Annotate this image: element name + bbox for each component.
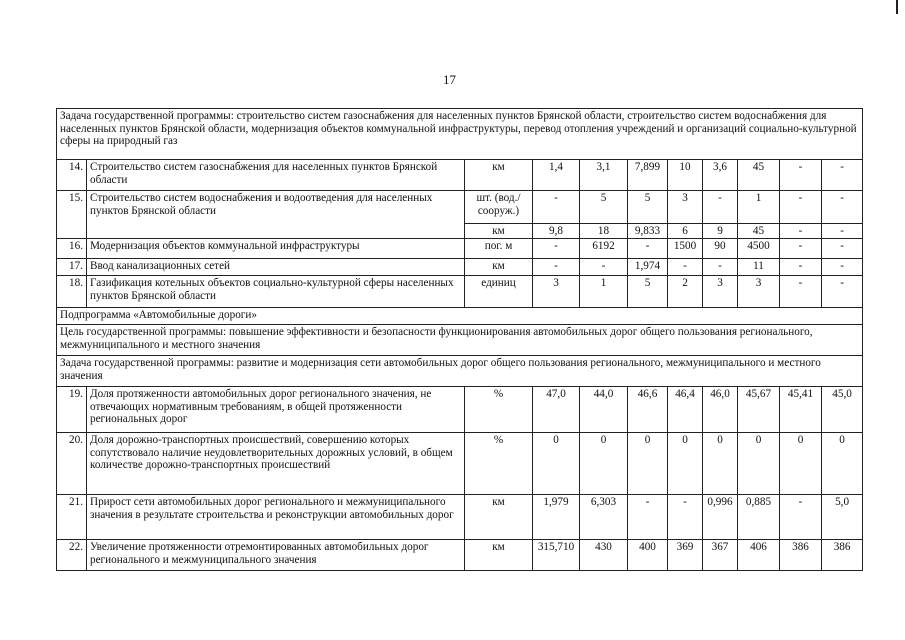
unit-cell: км xyxy=(465,160,533,191)
unit-cell: км xyxy=(465,224,533,239)
value-cell: 5 xyxy=(580,191,628,224)
value-cell: 45 xyxy=(738,224,780,239)
table-row xyxy=(57,160,863,191)
value-cell: - xyxy=(628,495,668,540)
value-cell: - xyxy=(780,276,822,308)
indicator-name: Газификация котельных объектов социально-культурной сферы населенных пунктов Брянской области xyxy=(87,276,465,308)
value-cell: - xyxy=(533,191,580,224)
value-cell: 6192 xyxy=(580,239,628,259)
value-cell: 3 xyxy=(703,276,738,308)
value-cell: 3 xyxy=(738,276,780,308)
unit-cell: км xyxy=(465,495,533,540)
section-row xyxy=(57,356,863,387)
value-cell: 315,710 xyxy=(533,540,580,571)
task-gas-text: Задача государственной программы: строительство систем газоснабжения для населенных пунктов Брянской области, строительство систем водоснабжения для населенных пунктов Брянской области, модернизация объектов коммунальной инфраструктуры, перевод отопления учреждений и организаций социально-культурной сферы на природный газ xyxy=(57,109,863,160)
value-cell: - xyxy=(780,495,822,540)
value-cell: 46,4 xyxy=(668,387,703,433)
value-cell: - xyxy=(822,224,863,239)
value-cell: 1 xyxy=(738,191,780,224)
table-row xyxy=(57,191,863,224)
value-cell: 90 xyxy=(703,239,738,259)
value-cell: 0,996 xyxy=(703,495,738,540)
table-row xyxy=(57,387,863,433)
value-cell: - xyxy=(628,239,668,259)
value-cell: 9 xyxy=(703,224,738,239)
row-number: 21. xyxy=(57,495,87,540)
value-cell: - xyxy=(703,191,738,224)
row-number: 19. xyxy=(57,387,87,433)
table-row xyxy=(57,239,863,259)
unit-cell: единиц xyxy=(465,276,533,308)
value-cell: 3,6 xyxy=(703,160,738,191)
value-cell: 10 xyxy=(668,160,703,191)
value-cell: 369 xyxy=(668,540,703,571)
value-cell: 0 xyxy=(628,433,668,495)
table-row xyxy=(57,259,863,276)
section-row xyxy=(57,109,863,160)
value-cell: 0 xyxy=(780,433,822,495)
value-cell: 5 xyxy=(628,191,668,224)
value-cell: - xyxy=(533,239,580,259)
value-cell: 2 xyxy=(668,276,703,308)
value-cell: 45,0 xyxy=(822,387,863,433)
value-cell: 0 xyxy=(533,433,580,495)
indicator-name: Прирост сети автомобильных дорог регионального и межмуниципального значения в результате строительства и реконструкции автомобильных дорог xyxy=(87,495,465,540)
value-cell: 46,0 xyxy=(703,387,738,433)
value-cell: 0 xyxy=(580,433,628,495)
indicator-name: Строительство систем газоснабжения для населенных пунктов Брянской области xyxy=(87,160,465,191)
table-row xyxy=(57,276,863,308)
value-cell: 45 xyxy=(738,160,780,191)
value-cell: 1,4 xyxy=(533,160,580,191)
value-cell: 5 xyxy=(628,276,668,308)
row-number: 15. xyxy=(57,191,87,239)
unit-cell: км xyxy=(465,540,533,571)
value-cell: 0 xyxy=(668,433,703,495)
value-cell: 0 xyxy=(738,433,780,495)
value-cell: - xyxy=(533,259,580,276)
value-cell: 406 xyxy=(738,540,780,571)
value-cell: - xyxy=(822,191,863,224)
value-cell: 367 xyxy=(703,540,738,571)
value-cell: 45,67 xyxy=(738,387,780,433)
row-number: 17. xyxy=(57,259,87,276)
subprogram-title: Подпрограмма «Автомобильные дороги» xyxy=(57,308,863,325)
table-row xyxy=(57,540,863,571)
indicator-name: Модернизация объектов коммунальной инфраструктуры xyxy=(87,239,465,259)
unit-cell: % xyxy=(465,433,533,495)
value-cell: 9,833 xyxy=(628,224,668,239)
value-cell: 3 xyxy=(668,191,703,224)
value-cell: 1 xyxy=(580,276,628,308)
value-cell: 0,885 xyxy=(738,495,780,540)
value-cell: 400 xyxy=(628,540,668,571)
value-cell: - xyxy=(780,224,822,239)
value-cell: - xyxy=(703,259,738,276)
indicator-name: Ввод канализационных сетей xyxy=(87,259,465,276)
value-cell: - xyxy=(780,191,822,224)
value-cell: - xyxy=(780,259,822,276)
value-cell: 386 xyxy=(780,540,822,571)
unit-cell: пог. м xyxy=(465,239,533,259)
unit-cell: % xyxy=(465,387,533,433)
value-cell: 430 xyxy=(580,540,628,571)
value-cell: 18 xyxy=(580,224,628,239)
unit-cell: км xyxy=(465,259,533,276)
value-cell: - xyxy=(822,160,863,191)
value-cell: 46,6 xyxy=(628,387,668,433)
task-roads-text: Задача государственной программы: развитие и модернизация сети автомобильных дорог общего пользования регионального, межмуниципального и местного значения xyxy=(57,356,863,387)
value-cell: - xyxy=(780,239,822,259)
value-cell: 47,0 xyxy=(533,387,580,433)
row-number: 18. xyxy=(57,276,87,308)
value-cell: 44,0 xyxy=(580,387,628,433)
value-cell: - xyxy=(580,259,628,276)
goal-text: Цель государственной программы: повышение эффективности и безопасности функционирования автомобильных дорог общего пользования регионального, межмуниципального и местного значения xyxy=(57,325,863,356)
unit-cell: шт. (вод./ сооруж.) xyxy=(465,191,533,224)
value-cell: 6,303 xyxy=(580,495,628,540)
value-cell: - xyxy=(668,259,703,276)
value-cell: 4500 xyxy=(738,239,780,259)
value-cell: - xyxy=(822,276,863,308)
value-cell: 5,0 xyxy=(822,495,863,540)
indicator-name: Увеличение протяженности отремонтированных автомобильных дорог регионального и межмуниципального значения xyxy=(87,540,465,571)
value-cell: 386 xyxy=(822,540,863,571)
value-cell: 0 xyxy=(703,433,738,495)
value-cell: - xyxy=(668,495,703,540)
value-cell: 6 xyxy=(668,224,703,239)
row-number: 20. xyxy=(57,433,87,495)
value-cell: 45,41 xyxy=(780,387,822,433)
value-cell: 0 xyxy=(822,433,863,495)
value-cell: - xyxy=(822,239,863,259)
indicator-name: Доля протяженности автомобильных дорог регионального значения, не отвечающих нормативным требованиям, в общей протяженности региональных дорог xyxy=(87,387,465,433)
value-cell: 7,899 xyxy=(628,160,668,191)
value-cell: - xyxy=(822,259,863,276)
section-row xyxy=(57,325,863,356)
row-number: 14. xyxy=(57,160,87,191)
indicators-table xyxy=(56,108,863,571)
row-number: 22. xyxy=(57,540,87,571)
value-cell: - xyxy=(780,160,822,191)
value-cell: 1,979 xyxy=(533,495,580,540)
row-number: 16. xyxy=(57,239,87,259)
value-cell: 3 xyxy=(533,276,580,308)
page-number: 17 xyxy=(443,72,456,87)
value-cell: 1,974 xyxy=(628,259,668,276)
indicator-name: Строительство систем водоснабжения и водоотведения для населенных пунктов Брянской области xyxy=(87,191,465,239)
indicator-name: Доля дорожно-транспортных происшествий, совершению которых сопутствовало наличие неудовлетворительных дорожных условий, в общем количестве дорожно-транспортных происшествий xyxy=(87,433,465,495)
table-row xyxy=(57,433,863,495)
value-cell: 11 xyxy=(738,259,780,276)
value-cell: 1500 xyxy=(668,239,703,259)
value-cell: 9,8 xyxy=(533,224,580,239)
value-cell: 3,1 xyxy=(580,160,628,191)
section-row xyxy=(57,308,863,325)
page-edge-mark xyxy=(896,0,898,14)
table-row xyxy=(57,495,863,540)
